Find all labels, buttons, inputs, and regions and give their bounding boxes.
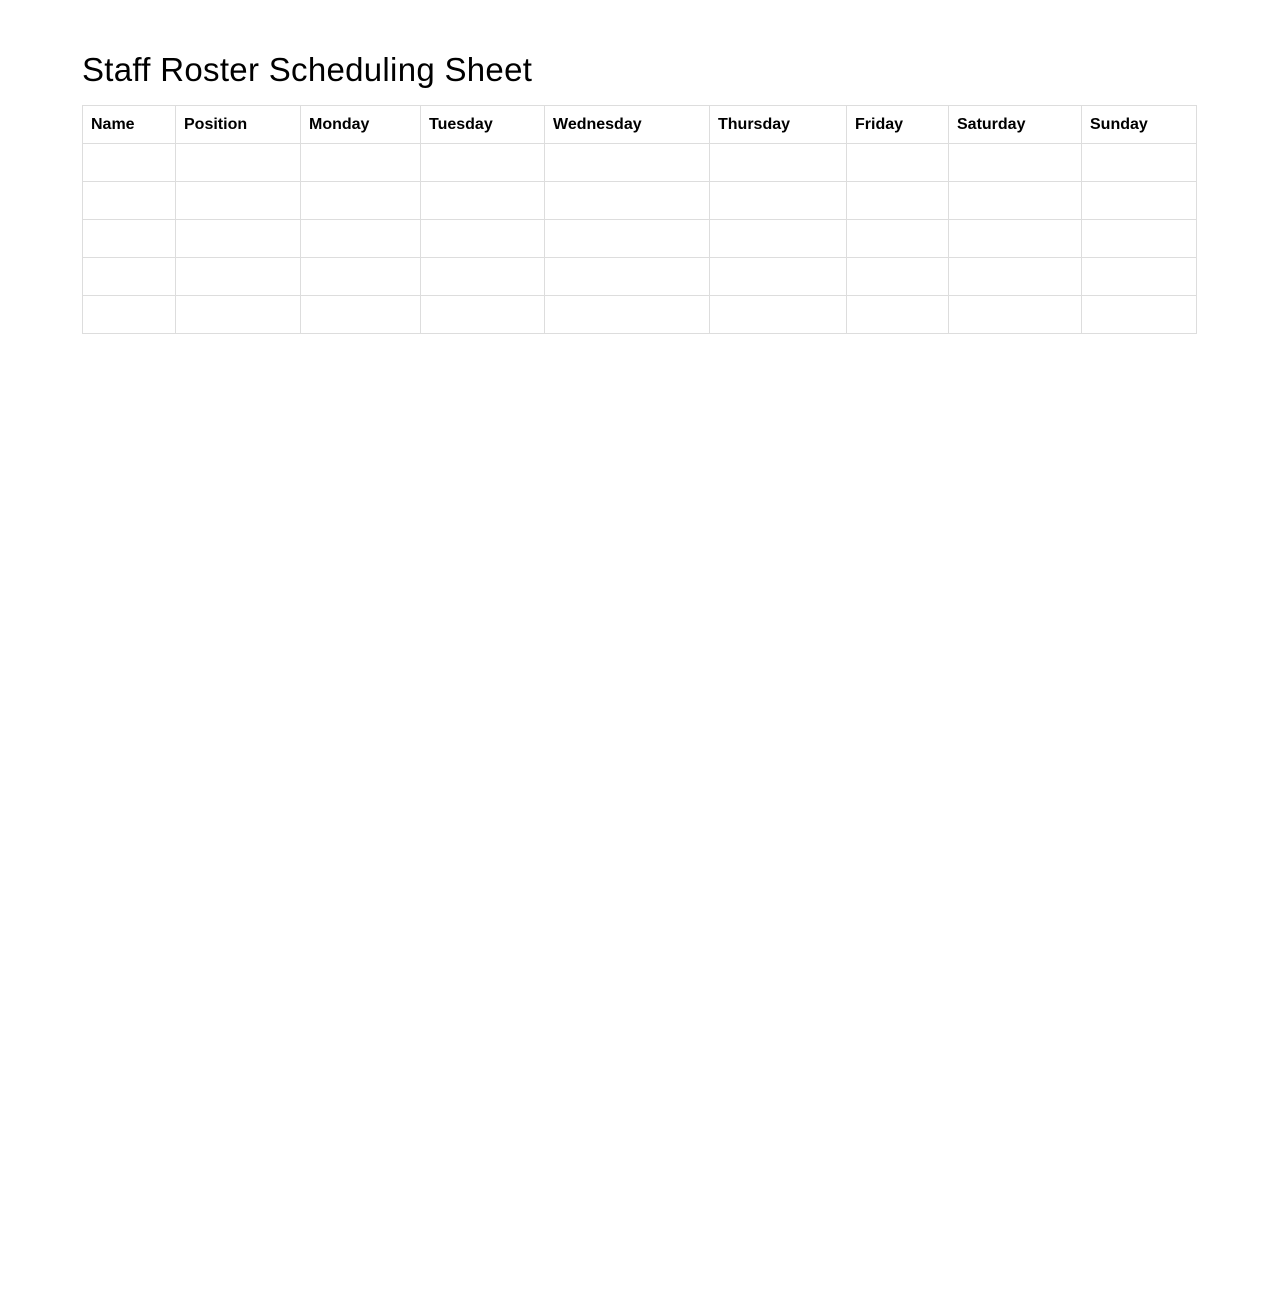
table-cell[interactable] (83, 182, 176, 220)
table-cell[interactable] (847, 182, 949, 220)
table-cell[interactable] (545, 220, 710, 258)
column-header-position: Position (176, 106, 301, 144)
table-cell[interactable] (949, 296, 1082, 334)
table-row (83, 258, 1197, 296)
table-cell[interactable] (83, 144, 176, 182)
table-cell[interactable] (176, 220, 301, 258)
table-cell[interactable] (710, 258, 847, 296)
header-row (83, 106, 1197, 144)
column-header-monday: Monday (301, 106, 421, 144)
table-cell[interactable] (949, 144, 1082, 182)
table-cell[interactable] (949, 182, 1082, 220)
column-header-tuesday: Tuesday (421, 106, 545, 144)
column-header-saturday: Saturday (949, 106, 1082, 144)
table-cell[interactable] (83, 220, 176, 258)
table-cell[interactable] (710, 182, 847, 220)
table-cell[interactable] (710, 296, 847, 334)
table-cell[interactable] (176, 296, 301, 334)
table-cell[interactable] (545, 144, 710, 182)
table-row (83, 220, 1197, 258)
table-cell[interactable] (847, 220, 949, 258)
table-cell[interactable] (1082, 182, 1197, 220)
table-cell[interactable] (83, 258, 176, 296)
table-cell[interactable] (545, 296, 710, 334)
table-cell[interactable] (301, 182, 421, 220)
table-cell[interactable] (545, 258, 710, 296)
table-cell[interactable] (176, 258, 301, 296)
table-row (83, 144, 1197, 182)
table-cell[interactable] (301, 144, 421, 182)
table-cell[interactable] (421, 144, 545, 182)
table-cell[interactable] (421, 258, 545, 296)
table-cell[interactable] (949, 258, 1082, 296)
table-cell[interactable] (847, 258, 949, 296)
table-cell[interactable] (545, 182, 710, 220)
table-cell[interactable] (176, 182, 301, 220)
column-header-wednesday: Wednesday (545, 106, 710, 144)
column-header-name: Name (83, 106, 176, 144)
table-cell[interactable] (1082, 296, 1197, 334)
table-row (83, 182, 1197, 220)
table-cell[interactable] (847, 144, 949, 182)
table-cell[interactable] (847, 296, 949, 334)
table-cell[interactable] (301, 258, 421, 296)
table-cell[interactable] (1082, 220, 1197, 258)
table-cell[interactable] (301, 220, 421, 258)
column-header-sunday: Sunday (1082, 106, 1197, 144)
table-cell[interactable] (176, 144, 301, 182)
table-cell[interactable] (421, 296, 545, 334)
table-cell[interactable] (949, 220, 1082, 258)
table-cell[interactable] (710, 220, 847, 258)
table-cell[interactable] (1082, 144, 1197, 182)
table-cell[interactable] (301, 296, 421, 334)
roster-table (82, 105, 1197, 334)
column-header-thursday: Thursday (710, 106, 847, 144)
table-cell[interactable] (421, 220, 545, 258)
table-cell[interactable] (421, 182, 545, 220)
table-cell[interactable] (1082, 258, 1197, 296)
table-cell[interactable] (83, 296, 176, 334)
table-row (83, 296, 1197, 334)
column-header-friday: Friday (847, 106, 949, 144)
page-title: Staff Roster Scheduling Sheet (82, 51, 533, 88)
table-cell[interactable] (710, 144, 847, 182)
